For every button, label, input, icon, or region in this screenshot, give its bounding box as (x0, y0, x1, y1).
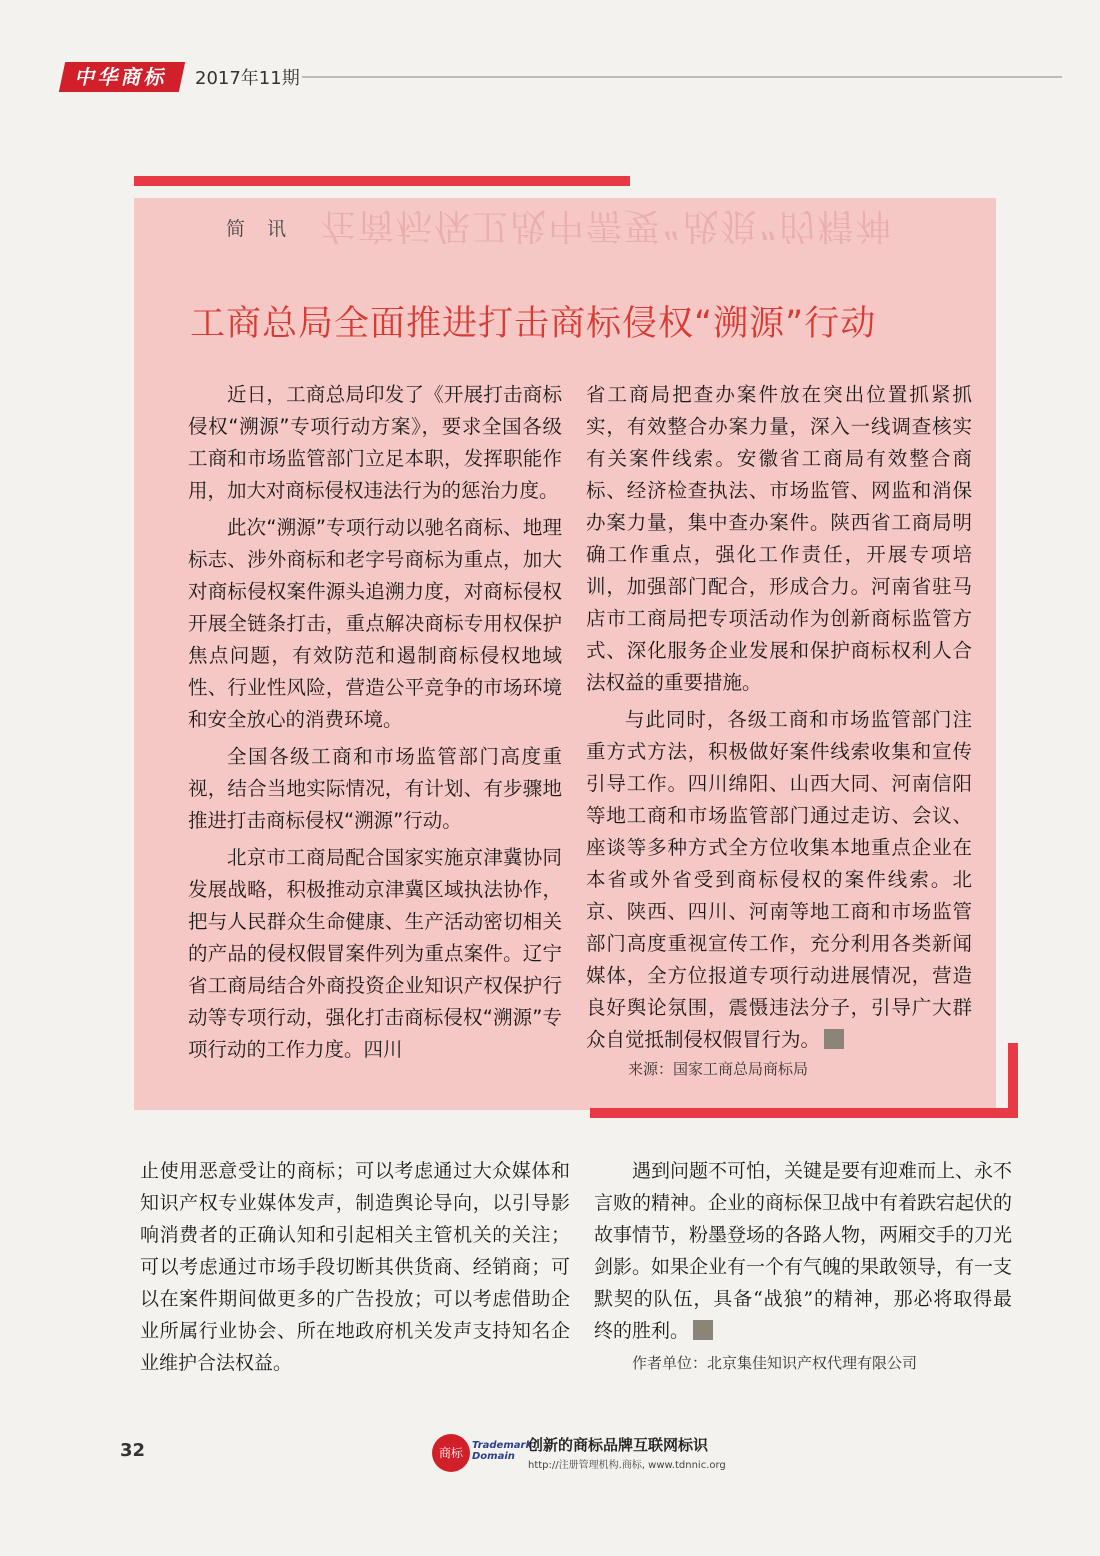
issue-label: 2017年11期 (195, 68, 300, 89)
page-number: 32 (120, 1440, 146, 1461)
logo-circle: 商标 (432, 1434, 470, 1472)
end-mark-icon (824, 1029, 844, 1049)
column-label: 简 讯 (226, 218, 295, 240)
lower-column-left (140, 1155, 570, 1379)
magazine-brand: 中华商标 (59, 62, 185, 92)
paragraph: 北京市工商局配合国家实施京津冀协同发展战略，积极推动京津冀区域执法协作，把与人民群众生命健康、生产活动密切相关的产品的侵权假冒案件列为重点案件。辽宁省工商局结合外商投资企业知识产权保护行动等专项行动，强化打击商标侵权“溯源”专项行动的工作力度。四川 (188, 846, 562, 1061)
paragraph (586, 704, 972, 1056)
paragraph: 近日，工商总局印发了《开展打击商标侵权“溯源”专项行动方案》，要求全国各级工商和市场监管部门立足本职，发挥职能作用，加大对商标侵权违法行为的惩治力度。 (188, 383, 562, 502)
article-column-right (586, 379, 972, 1061)
show-through-text: 在商标保卫战中需要“战狼”的精神 (320, 205, 894, 246)
trademark-domain-logo (432, 1432, 533, 1476)
lower-column-right (594, 1155, 1012, 1347)
author-affiliation: 作者单位：北京集佳知识产权代理有限公司 (632, 1354, 918, 1372)
footer-slogan: 创新的商标品牌互联网标识 (528, 1436, 709, 1454)
header-rule (302, 76, 1062, 78)
paragraph-text: 遇到问题不可怕，关键是要有迎难而上、永不言败的精神。企业的商标保卫战中有着跌宕起伏的故事情节，粉墨登场的各路人物，两厢交手的刀光剑影。如果企业有一个有气魄的果敢领导，有一支默契的队伍，具备“战狼”的精神，那必将取得最终的胜利。 (594, 1160, 1013, 1342)
article-column-left (188, 379, 562, 1071)
logo-text (472, 1440, 532, 1462)
article-source: 来源：国家工商总局商标局 (628, 1060, 809, 1078)
paragraph: 此次“溯源”专项行动以驰名商标、地理标志、涉外商标和老字号商标为重点，加大对商标侵权案件源头追溯力度，对商标侵权开展全链条打击，重点解决商标专用权保护焦点问题，有效防范和遏制商标侵权地域性、行业性风险，营造公平竞争的市场环境和安全放心的消费环境。 (188, 516, 562, 731)
accent-bar-bottom (590, 1108, 1018, 1118)
paragraph: 省工商局把查办案件放在突出位置抓紧抓实，有效整合办案力量，深入一线调查核实有关案件线索。安徽省工商局有效整合商标、经济检查执法、市场监管、网监和消保办案力量，集中查办案件。陕西省工商局明确工作重点，强化工作责任，开展专项培训，加强部门配合，形成合力。河南省驻马店市工商局把专项活动作为创新商标监管方式、深化服务企业发展和保护商标权利人合法权益的重要措施。 (586, 383, 972, 694)
logo-text-line: Domain (472, 1451, 515, 1462)
end-mark-icon (693, 1320, 713, 1340)
article-title: 工商总局全面推进打击商标侵权“溯源”行动 (190, 304, 877, 344)
page-header (62, 60, 1062, 94)
accent-bar-right (1008, 1043, 1018, 1118)
logo-text-line: Trademark (472, 1440, 533, 1451)
paragraph-text: 与此同时，各级工商和市场监管部门注重方式方法，积极做好案件线索收集和宣传引导工作。四川绵阳、山西大同、河南信阳等地工商和市场监管部门通过走访、会议、座谈等多种方式全方位收集本地重点企业在本省或外省受到商标侵权的案件线索。北京、陕西、四川、河南等地工商和市场监管部门高度重视宣传工作，充分利用各类新闻媒体，全方位报道专项行动进展情况，营造良好舆论氛围，震慑违法分子，引导广大群众自觉抵制侵权假冒行为。 (586, 708, 972, 1051)
accent-bar-top (134, 176, 630, 186)
footer-url: http://注册管理机构.商标, www.tdnnic.org (528, 1460, 726, 1471)
paragraph: 全国各级工商和市场监管部门高度重视，结合当地实际情况，有计划、有步骤地推进打击商标侵权“溯源”行动。 (188, 745, 562, 832)
paragraph: 止使用恶意受让的商标；可以考虑通过大众媒体和知识产权专业媒体发声，制造舆论导向，以引导影响消费者的正确认知和引起相关主管机关的关注；可以考虑通过市场手段切断其供货商、经销商；可以在案件期间做更多的广告投放；可以考虑借助企业所属行业协会、所在地政府机关发声支持知名企业维护合法权益。 (140, 1160, 570, 1374)
paragraph (594, 1155, 1012, 1347)
